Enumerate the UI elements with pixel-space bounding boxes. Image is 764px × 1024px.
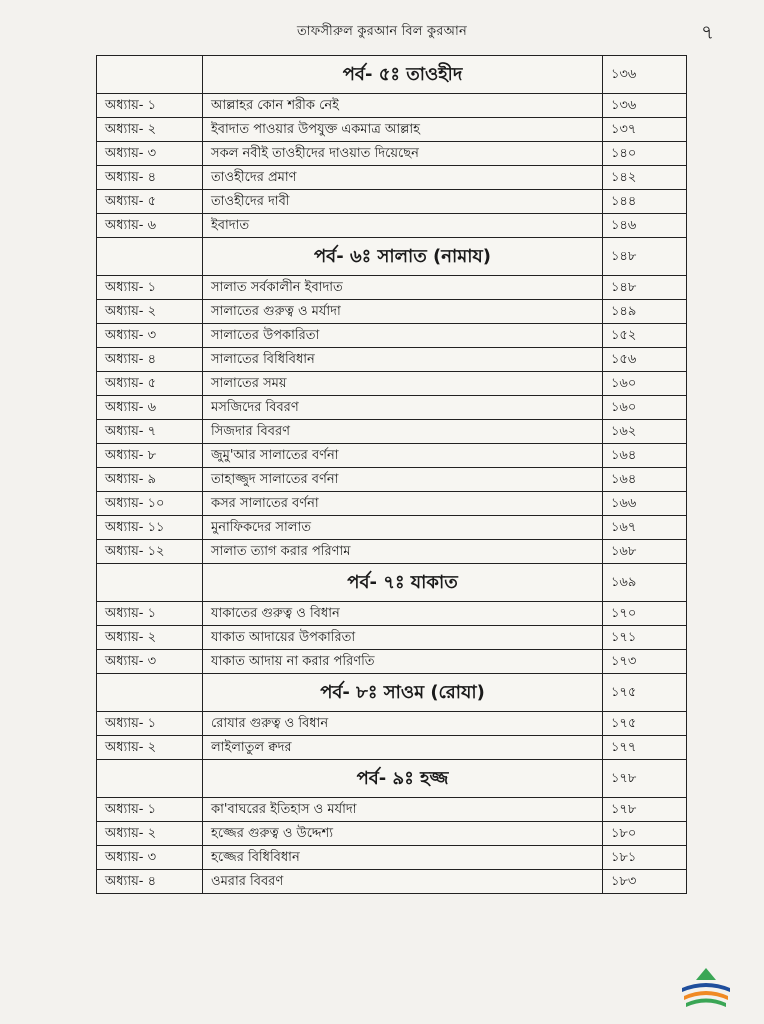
chapter-label: অধ্যায়- ৫ bbox=[97, 190, 203, 214]
section-label-cell bbox=[97, 674, 203, 712]
chapter-page: ১৩৭ bbox=[603, 118, 687, 142]
chapter-title: সকল নবীই তাওহীদের দাওয়াত দিয়েছেন bbox=[203, 142, 603, 166]
section-row bbox=[97, 760, 687, 798]
section-label-cell bbox=[97, 760, 203, 798]
chapter-label: অধ্যায়- ১ bbox=[97, 602, 203, 626]
chapter-label: অধ্যায়- ২ bbox=[97, 822, 203, 846]
chapter-label: অধ্যায়- ৯ bbox=[97, 468, 203, 492]
chapter-label: অধ্যায়- ২ bbox=[97, 118, 203, 142]
chapter-title: সালাতের গুরুত্ব ও মর্যাদা bbox=[203, 300, 603, 324]
chapter-page: ১৬০ bbox=[603, 396, 687, 420]
chapter-title: হজ্জের বিধিবিধান bbox=[203, 846, 603, 870]
chapter-page: ১৬৪ bbox=[603, 468, 687, 492]
chapter-row bbox=[97, 420, 687, 444]
chapter-row bbox=[97, 166, 687, 190]
chapter-row bbox=[97, 822, 687, 846]
chapter-row bbox=[97, 348, 687, 372]
chapter-title: সালাতের বিধিবিধান bbox=[203, 348, 603, 372]
chapter-row bbox=[97, 516, 687, 540]
chapter-title: ইবাদাত পাওয়ার উপযুক্ত একমাত্র আল্লাহ bbox=[203, 118, 603, 142]
section-title: পর্ব- ৭ঃ যাকাত bbox=[203, 564, 603, 602]
chapter-row bbox=[97, 602, 687, 626]
chapter-title: সালাত ত্যাগ করার পরিণাম bbox=[203, 540, 603, 564]
chapter-row bbox=[97, 214, 687, 238]
chapter-page: ১৪০ bbox=[603, 142, 687, 166]
chapter-label: অধ্যায়- ২ bbox=[97, 736, 203, 760]
chapter-title: যাকাত আদায় না করার পরিণতি bbox=[203, 650, 603, 674]
section-row bbox=[97, 564, 687, 602]
section-row bbox=[97, 56, 687, 94]
chapter-label: অধ্যায়- ১০ bbox=[97, 492, 203, 516]
chapter-label: অধ্যায়- ১ bbox=[97, 276, 203, 300]
chapter-title: মুনাফিকদের সালাত bbox=[203, 516, 603, 540]
chapter-page: ১৬৮ bbox=[603, 540, 687, 564]
chapter-label: অধ্যায়- ১১ bbox=[97, 516, 203, 540]
chapter-label: অধ্যায়- ৪ bbox=[97, 348, 203, 372]
chapter-label: অধ্যায়- ১ bbox=[97, 798, 203, 822]
section-title: পর্ব- ৮ঃ সাওম (রোযা) bbox=[203, 674, 603, 712]
chapter-row bbox=[97, 870, 687, 894]
chapter-page: ১৭০ bbox=[603, 602, 687, 626]
chapter-title: তাওহীদের দাবী bbox=[203, 190, 603, 214]
page-number: ৭ bbox=[700, 20, 714, 44]
chapter-page: ১৭১ bbox=[603, 626, 687, 650]
running-title: তাফসীরুল কুরআন বিল কুরআন bbox=[297, 24, 467, 39]
chapter-label: অধ্যায়- ২ bbox=[97, 300, 203, 324]
chapter-row bbox=[97, 372, 687, 396]
chapter-title: রোযার গুরুত্ব ও বিধান bbox=[203, 712, 603, 736]
chapter-label: অধ্যায়- ১২ bbox=[97, 540, 203, 564]
chapter-page: ১৮০ bbox=[603, 822, 687, 846]
page-header bbox=[0, 22, 764, 46]
section-label-cell bbox=[97, 56, 203, 94]
chapter-page: ১৩৬ bbox=[603, 94, 687, 118]
chapter-row bbox=[97, 444, 687, 468]
section-title: পর্ব- ৫ঃ তাওহীদ bbox=[203, 56, 603, 94]
chapter-label: অধ্যায়- ৩ bbox=[97, 650, 203, 674]
chapter-row bbox=[97, 300, 687, 324]
chapter-page: ১৪৯ bbox=[603, 300, 687, 324]
chapter-label: অধ্যায়- ৬ bbox=[97, 214, 203, 238]
chapter-page: ১৬৪ bbox=[603, 444, 687, 468]
chapter-title: যাকাতের গুরুত্ব ও বিধান bbox=[203, 602, 603, 626]
section-title: পর্ব- ৬ঃ সালাত (নামায) bbox=[203, 238, 603, 276]
chapter-label: অধ্যায়- ৮ bbox=[97, 444, 203, 468]
section-title: পর্ব- ৯ঃ হজ্জ bbox=[203, 760, 603, 798]
chapter-page: ১৮৩ bbox=[603, 870, 687, 894]
chapter-title: কা'বাঘরের ইতিহাস ও মর্যাদা bbox=[203, 798, 603, 822]
chapter-title: তাওহীদের প্রমাণ bbox=[203, 166, 603, 190]
chapter-label: অধ্যায়- ১ bbox=[97, 94, 203, 118]
chapter-title: সালাতের সময় bbox=[203, 372, 603, 396]
table-of-contents bbox=[96, 55, 687, 894]
chapter-title: হজ্জের গুরুত্ব ও উদ্দেশ্য bbox=[203, 822, 603, 846]
chapter-row bbox=[97, 324, 687, 348]
chapter-page: ১৪৪ bbox=[603, 190, 687, 214]
chapter-label: অধ্যায়- ৩ bbox=[97, 324, 203, 348]
chapter-title: লাইলাতুল ক্বদর bbox=[203, 736, 603, 760]
chapter-title: যাকাত আদায়ের উপকারিতা bbox=[203, 626, 603, 650]
chapter-page: ১৬৬ bbox=[603, 492, 687, 516]
chapter-row bbox=[97, 118, 687, 142]
chapter-row bbox=[97, 626, 687, 650]
chapter-title: ইবাদাত bbox=[203, 214, 603, 238]
chapter-row bbox=[97, 650, 687, 674]
chapter-title: জুমু'আর সালাতের বর্ণনা bbox=[203, 444, 603, 468]
chapter-page: ১৪৬ bbox=[603, 214, 687, 238]
chapter-label: অধ্যায়- ১ bbox=[97, 712, 203, 736]
chapter-title: কসর সালাতের বর্ণনা bbox=[203, 492, 603, 516]
section-label-cell bbox=[97, 564, 203, 602]
section-row bbox=[97, 238, 687, 276]
chapter-label: অধ্যায়- ৭ bbox=[97, 420, 203, 444]
chapter-row bbox=[97, 396, 687, 420]
section-page: ১৩৬ bbox=[603, 56, 687, 94]
chapter-title: সালাত সর্বকালীন ইবাদাত bbox=[203, 276, 603, 300]
chapter-page: ১৪৮ bbox=[603, 276, 687, 300]
chapter-row bbox=[97, 468, 687, 492]
chapter-label: অধ্যায়- ৩ bbox=[97, 846, 203, 870]
chapter-label: অধ্যায়- ২ bbox=[97, 626, 203, 650]
chapter-row bbox=[97, 190, 687, 214]
section-label-cell bbox=[97, 238, 203, 276]
chapter-page: ১৭৫ bbox=[603, 712, 687, 736]
chapter-title: ওমরার বিবরণ bbox=[203, 870, 603, 894]
publisher-logo-icon bbox=[676, 966, 736, 1010]
section-row bbox=[97, 674, 687, 712]
chapter-page: ১৭৮ bbox=[603, 798, 687, 822]
chapter-label: অধ্যায়- ৪ bbox=[97, 870, 203, 894]
chapter-page: ১৭৩ bbox=[603, 650, 687, 674]
chapter-label: অধ্যায়- ৩ bbox=[97, 142, 203, 166]
section-page: ১৭৫ bbox=[603, 674, 687, 712]
chapter-title: সালাতের উপকারিতা bbox=[203, 324, 603, 348]
chapter-label: অধ্যায়- ৪ bbox=[97, 166, 203, 190]
chapter-row bbox=[97, 846, 687, 870]
chapter-title: তাহাজ্জুদ সালাতের বর্ণনা bbox=[203, 468, 603, 492]
section-page: ১৪৮ bbox=[603, 238, 687, 276]
toc-body bbox=[97, 56, 687, 894]
chapter-title: মসজিদের বিবরণ bbox=[203, 396, 603, 420]
chapter-page: ১৪২ bbox=[603, 166, 687, 190]
chapter-row bbox=[97, 94, 687, 118]
chapter-row bbox=[97, 142, 687, 166]
chapter-row bbox=[97, 736, 687, 760]
chapter-label: অধ্যায়- ৫ bbox=[97, 372, 203, 396]
chapter-page: ১৬০ bbox=[603, 372, 687, 396]
chapter-label: অধ্যায়- ৬ bbox=[97, 396, 203, 420]
chapter-page: ১৮১ bbox=[603, 846, 687, 870]
chapter-title: সিজদার বিবরণ bbox=[203, 420, 603, 444]
chapter-title: আল্লাহর কোন শরীক নেই bbox=[203, 94, 603, 118]
chapter-row bbox=[97, 540, 687, 564]
chapter-page: ১৫৬ bbox=[603, 348, 687, 372]
chapter-row bbox=[97, 798, 687, 822]
chapter-row bbox=[97, 492, 687, 516]
chapter-page: ১৭৭ bbox=[603, 736, 687, 760]
chapter-page: ১৬৭ bbox=[603, 516, 687, 540]
chapter-page: ১৫২ bbox=[603, 324, 687, 348]
chapter-row bbox=[97, 276, 687, 300]
chapter-row bbox=[97, 712, 687, 736]
section-page: ১৬৯ bbox=[603, 564, 687, 602]
section-page: ১৭৮ bbox=[603, 760, 687, 798]
chapter-page: ১৬২ bbox=[603, 420, 687, 444]
